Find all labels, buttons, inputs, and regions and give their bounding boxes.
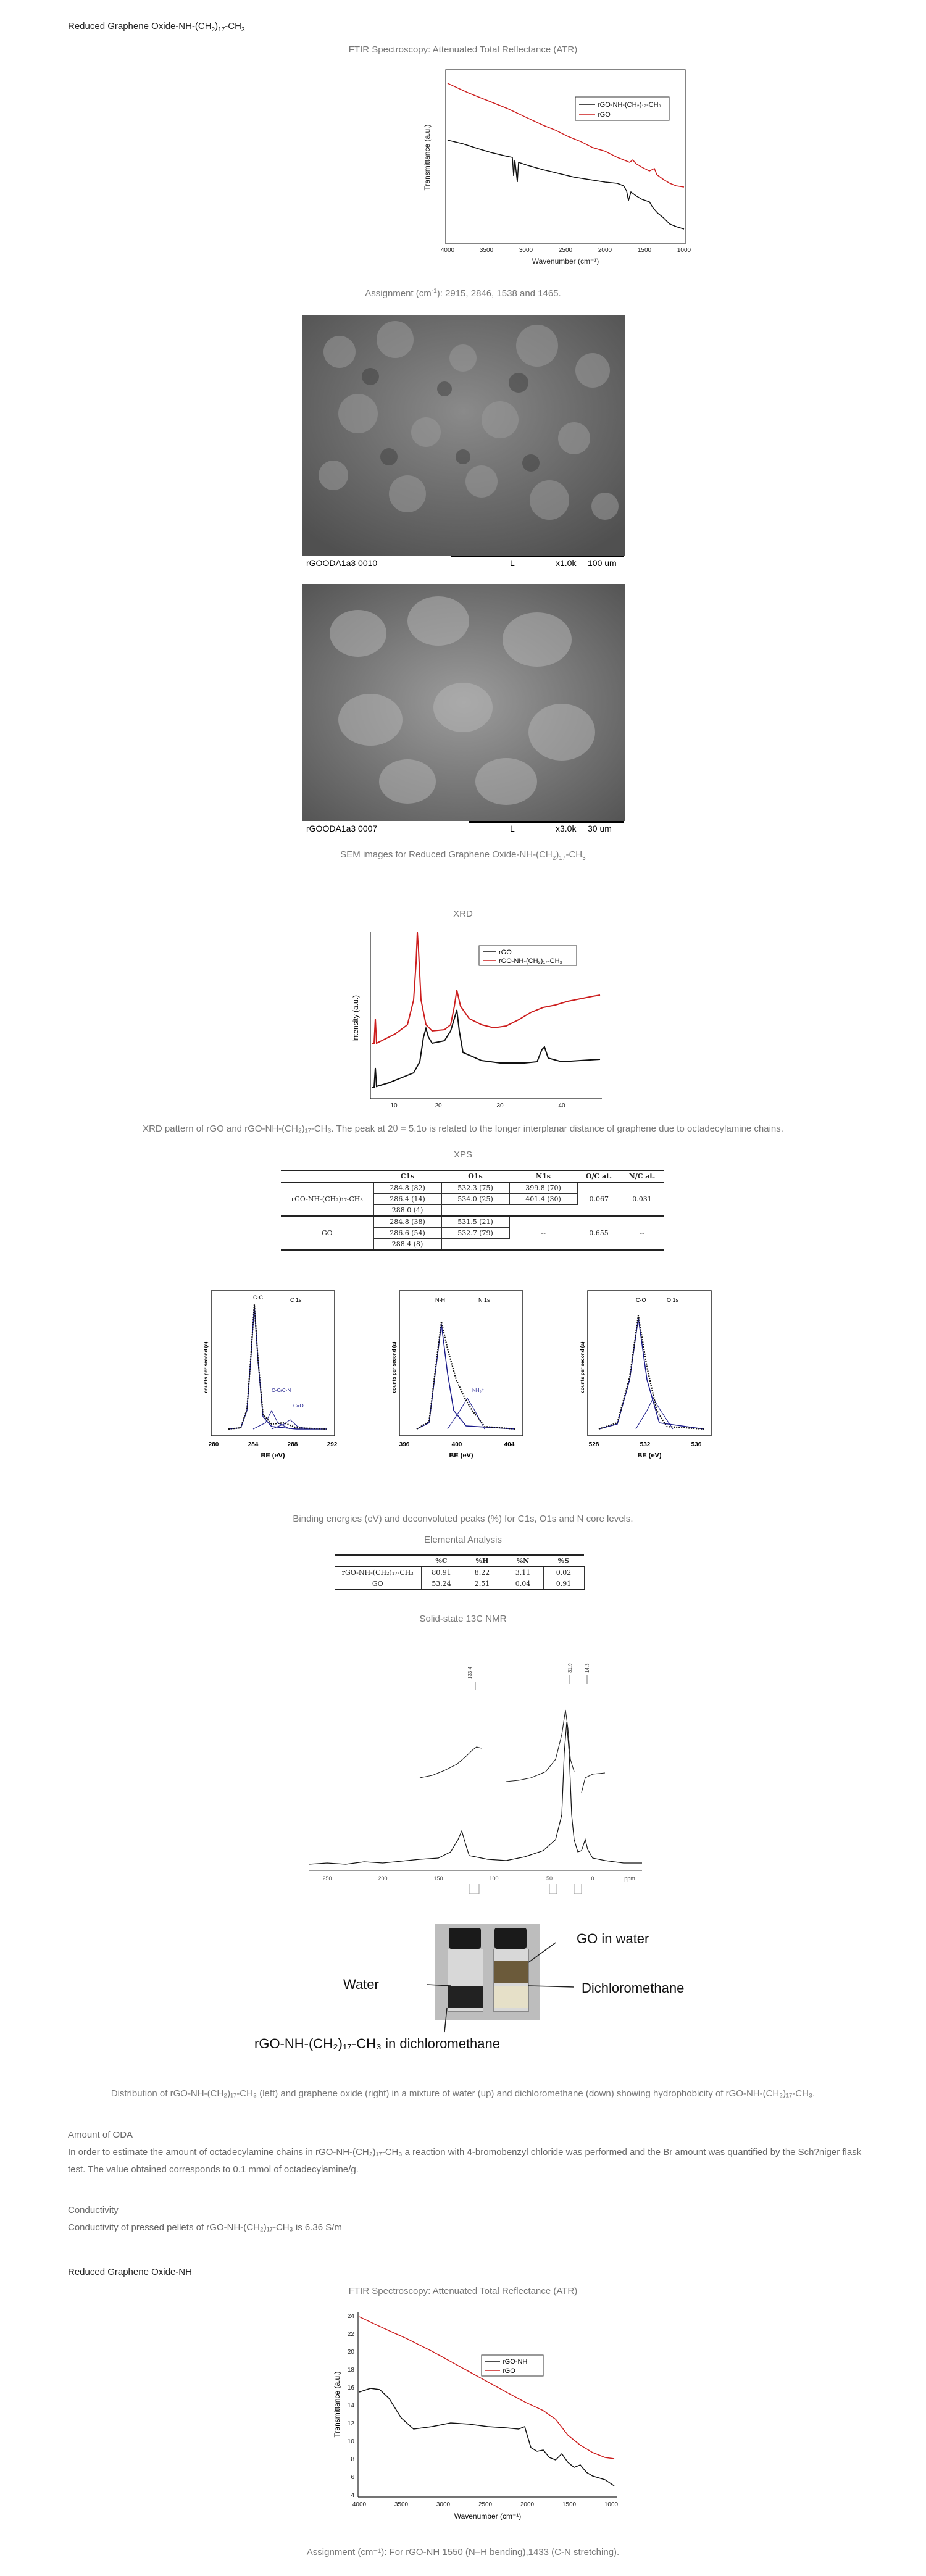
ftir2-ytick: 8: [351, 2456, 354, 2463]
sem2-scale: 30 um: [588, 823, 612, 833]
page-title: Reduced Graphene Oxide-$NH-(CH_2)_{17}-CH_3$: [68, 21, 245, 33]
conductivity-text: Conductivity of pressed pellets of rGO-NH-(CH₂)₁₇-CH₃ is 6.36 S/m: [68, 2222, 342, 2233]
xps-xtick: 280: [208, 1441, 219, 1448]
xps-ylabel: counts per second (a): [580, 1341, 585, 1393]
sem-caption: SEM images for Reduced Graphene Oxide-$NH-(CH_2)_{17}-CH_3$: [340, 849, 586, 862]
ftir2-ytick: 18: [347, 2367, 354, 2374]
ea-cell: 0.02: [543, 1567, 584, 1578]
xps-xtick: 396: [399, 1441, 410, 1448]
ftir2-assignment: Assignment (cm⁻¹): For rGO-NH 1550 (N–H bending),1433 (C-N stretching).: [306, 2547, 620, 2557]
ftir1-frame: [446, 70, 685, 244]
ftir1-xlabel: Wavenumber (cm⁻¹): [532, 257, 599, 265]
xps-ylabel: counts per second (a): [203, 1341, 209, 1393]
xps-xtick: 404: [504, 1441, 515, 1448]
xps-cell: 0.067: [589, 1195, 609, 1203]
sem1-label: rGOODA1a3 0010: [306, 558, 378, 568]
xps-cell: 288.0 (4): [373, 1205, 441, 1217]
xps-table: [281, 1170, 664, 1251]
xps-plot-title: C 1s: [290, 1297, 302, 1303]
ftir2-ytick: 22: [347, 2331, 354, 2338]
xps-peak-label: C-C: [253, 1294, 263, 1301]
nmr-peak-label: 31.9: [567, 1663, 573, 1673]
label-water: Water: [343, 1977, 379, 1992]
xrd-xtick: 10: [390, 1103, 398, 1109]
ftir1-ylabel: Transmittance (a.u.): [423, 124, 432, 191]
xps-xtick: 400: [451, 1441, 462, 1448]
ftir2-xtick: 1500: [562, 2501, 577, 2508]
ftir2-ytick: 10: [347, 2438, 354, 2445]
xps-c1s-data: [228, 1304, 327, 1429]
ftir1-xtick: 3000: [519, 247, 533, 254]
xps-peak-label: NH₃⁺: [472, 1388, 485, 1393]
xps-caption: Binding energies (eV) and deconvoluted peaks (%) for C1s, O1s and N core levels.: [293, 1514, 633, 1524]
xps-sample: rGO-NH-(CH₂)₁₇-CH₃: [291, 1195, 363, 1203]
ftir2-xtick: 4000: [352, 2501, 367, 2508]
ftir2-rgo-line: [359, 2317, 614, 2459]
ftir2-ytick: 24: [347, 2313, 354, 2320]
sem1-scale: 100 um: [588, 558, 617, 568]
nmr-expanded-trace: [420, 1747, 482, 1778]
xps-plot-title: O 1s: [667, 1297, 679, 1303]
ea-cell: 8.22: [462, 1567, 503, 1578]
xps-peak-label: C-O: [636, 1297, 646, 1303]
ftir1-rgo-nh-line: [448, 140, 684, 229]
ftir1-legend: [575, 97, 669, 120]
ftir1-assignment: Assignment $(cm^{-1})$: 2915, 2846, 1538 and 1465.: [365, 288, 561, 299]
xps-cell: 288.4 (8): [373, 1239, 441, 1251]
ftir2-ytick: 12: [347, 2420, 354, 2427]
section2-title: Reduced Graphene Oxide-NH: [68, 2267, 192, 2277]
xps-cell: 286.6 (54): [373, 1228, 441, 1239]
xps-xlabel: BE (eV): [449, 1452, 473, 1459]
ea-header: %H: [462, 1555, 503, 1567]
ftir2-ylabel: Transmittance (a.u.): [333, 2371, 341, 2438]
xps-plot-title: N 1s: [478, 1297, 490, 1303]
xps-xtick: 292: [327, 1441, 338, 1448]
ftir2-xtick: 2000: [520, 2501, 535, 2508]
ftir2-ytick: 4: [351, 2492, 354, 2499]
xps-cell: 534.0 (25): [441, 1194, 509, 1205]
sem1-scale-bar: [451, 556, 624, 557]
xps-plot-c1s: [204, 1287, 346, 1509]
sem1-mag: x1.0k: [556, 558, 577, 568]
xps-header: [281, 1170, 373, 1182]
xps-n1s-fit: [417, 1324, 515, 1429]
ftir2-xtick: 3000: [436, 2501, 451, 2508]
label-rgo-in-dcm: rGO-NH-(CH₂)₁₇-CH₃ in dichloromethane: [254, 2036, 500, 2051]
ftir2-ytick: 16: [347, 2385, 354, 2391]
xps-o1s-data: [599, 1315, 704, 1429]
xrd-title: XRD: [453, 909, 473, 919]
ftir2-xtick: 3500: [394, 2501, 409, 2508]
xps-xtick: 288: [287, 1441, 298, 1448]
ea-cell: 2.51: [462, 1578, 503, 1590]
xps-peak-label: C=O: [293, 1403, 304, 1409]
ea-cell: 80.91: [421, 1567, 462, 1578]
xps-xtick: 532: [640, 1441, 651, 1448]
sem2-L: L: [510, 823, 515, 833]
nmr-xtick: 50: [546, 1875, 553, 1882]
nmr-xtick: 150: [433, 1875, 443, 1882]
oda-heading: Amount of ODA: [68, 2130, 133, 2140]
ftir2-ytick: 14: [347, 2403, 354, 2409]
conductivity-section: [68, 2202, 870, 2236]
xrd-xtick: 40: [558, 1103, 565, 1109]
sem-image-2: [302, 584, 625, 833]
nmr-xtick: 0: [591, 1875, 594, 1882]
xps-xtick: 284: [248, 1441, 259, 1448]
xps-cell: --: [509, 1216, 577, 1250]
oda-text: In order to estimate the amount of octadecylamine chains in rGO-NH-(CH₂)₁₇-CH₃ a reaction with 4-bromobenzyl chloride was performed and the Br amount was quantified by the Sch?niger flask test. The value obtained corresponds to 0.1 mmol of octadecylamine/g.: [68, 2147, 862, 2175]
ea-header: [335, 1555, 421, 1567]
ftir2-rgo-nh-line: [359, 2388, 614, 2486]
xps-header: O1s: [441, 1170, 509, 1182]
ea-cell: 0.04: [503, 1578, 543, 1590]
xps-cell: 532.3 (75): [441, 1182, 509, 1194]
ftir2-ytick: 20: [347, 2349, 354, 2356]
ftir2-legend-item-1: rGO: [503, 2367, 515, 2375]
ftir1-xtick: 1500: [637, 247, 652, 254]
ftir1-xtick: 4000: [440, 247, 455, 254]
ftir2-title: FTIR Spectroscopy: Attenuated Total Reflectance (ATR): [348, 2286, 578, 2296]
sem2-scale-bar: [469, 821, 624, 823]
nmr-xtick: 200: [378, 1875, 388, 1882]
xps-cell: 0.655: [577, 1216, 620, 1250]
ea-header: %N: [503, 1555, 543, 1567]
sem1-L: L: [510, 558, 515, 568]
xps-peak-label: C-O/C-N: [272, 1388, 291, 1393]
xps-header: N1s: [509, 1170, 577, 1182]
distribution-caption: Distribution of rGO-NH-(CH₂)₁₇-CH₃ (left) and graphene oxide (right) in a mixture of water (up) and dichloromethane (down) showing hydrophobicity of rGO-NH-(CH₂)₁₇-CH₃.: [111, 2088, 815, 2099]
xps-xtick: 528: [588, 1441, 599, 1448]
nmr-chart: [302, 1654, 648, 1914]
label-dichloromethane: Dichloromethane: [582, 1980, 685, 1996]
xps-cell: 284.8 (82): [373, 1182, 441, 1194]
sem2-mag: x3.0k: [556, 823, 577, 833]
ftir2-xtick: 1000: [604, 2501, 619, 2508]
nmr-peak-label: 133.4: [467, 1666, 473, 1679]
xps-c1s-fit: [228, 1306, 327, 1429]
xps-header: N/C at.: [620, 1170, 664, 1182]
xps-title: XPS: [453, 1149, 472, 1160]
xps-cell: 0.031: [632, 1195, 652, 1203]
ftir1-xtick: 2000: [598, 247, 612, 254]
xps-sample: GO: [281, 1216, 373, 1250]
xps-xtick: 536: [691, 1441, 702, 1448]
xps-plot-o1s: [580, 1287, 722, 1509]
xps-cell: 532.7 (79): [441, 1228, 509, 1239]
xps-header: O/C at.: [577, 1170, 620, 1182]
xrd-xtick: 20: [435, 1103, 442, 1109]
xrd-ylabel: Intensity (a.u.): [351, 994, 360, 1043]
ftir-title: FTIR Spectroscopy: Attenuated Total Reflectance (ATR): [348, 44, 578, 55]
ftir2-ytick: 6: [351, 2474, 354, 2481]
xrd-rgo-line: [372, 1010, 600, 1088]
label-go-in-water: GO in water: [577, 1931, 649, 1946]
xps-xlabel: BE (eV): [261, 1452, 285, 1459]
ftir2-xlabel: Wavenumber (cm⁻¹): [454, 2512, 522, 2520]
xps-peak-label: N-H: [435, 1297, 445, 1303]
vials-arrows: [370, 1924, 593, 2048]
ftir1-xtick: 1000: [677, 247, 691, 254]
xps-ylabel: counts per second (a): [391, 1341, 397, 1393]
xps-n1s-comp: [448, 1398, 485, 1429]
xrd-legend-item-0: rGO: [499, 949, 512, 956]
xps-cell: 401.4 (30): [509, 1194, 577, 1205]
ea-title: Elemental Analysis: [424, 1535, 502, 1545]
xps-o1s-fit: [599, 1318, 704, 1429]
xps-header: C1s: [373, 1170, 441, 1182]
xps-plot-n1s: [392, 1287, 534, 1509]
xps-cell: 286.4 (14): [373, 1194, 441, 1205]
xrd-xtick: 30: [496, 1103, 504, 1109]
ftir2-legend-item-0: rGO-NH: [503, 2358, 528, 2366]
xps-cell: --: [620, 1216, 664, 1250]
nmr-xtick: ppm: [624, 1875, 635, 1882]
nmr-xtick: 250: [322, 1875, 332, 1882]
xrd-caption: XRD pattern of rGO and rGO-NH-(CH₂)₁₇-CH₃. The peak at 2θ = 5.1o is related to the longer interplanar distance of graphene due to octadecylamine chains.: [143, 1123, 783, 1134]
ea-cell: 0.91: [543, 1578, 584, 1590]
xps-cell: 531.5 (21): [441, 1216, 509, 1228]
xrd-chart: [346, 926, 605, 1111]
ftir1-legend-item-0: rGO-NH-(CH₂)₁₇-CH₃: [598, 101, 661, 109]
conductivity-heading: Conductivity: [68, 2205, 119, 2215]
ftir-chart-1: [420, 65, 691, 269]
ftir1-legend-item-1: rGO: [598, 111, 611, 119]
nmr-title: Solid-state 13C NMR: [419, 1614, 507, 1624]
nmr-expanded-trace: [582, 1773, 605, 1793]
oda-section: [68, 2127, 870, 2178]
ftir-chart-2: [333, 2306, 624, 2534]
sem2-label: rGOODA1a3 0007: [306, 823, 378, 833]
ea-cell: GO: [372, 1579, 383, 1588]
sem-image-1: [302, 315, 625, 568]
xrd-legend-item-1: rGO-NH-(CH₂)₁₇-CH₃: [499, 957, 562, 965]
xps-n1s-data: [417, 1322, 515, 1429]
nmr-expanded-trace: [506, 1710, 574, 1782]
nmr-main-trace: [309, 1722, 642, 1864]
ftir2-xtick: 2500: [478, 2501, 493, 2508]
ea-header: %S: [543, 1555, 584, 1567]
xps-xlabel: BE (eV): [637, 1452, 662, 1459]
nmr-peak-label: 14.3: [585, 1663, 590, 1673]
ea-cell: 3.11: [503, 1567, 543, 1578]
nmr-xtick: 100: [489, 1875, 499, 1882]
ea-table: [335, 1554, 585, 1590]
ftir1-xtick: 2500: [558, 247, 573, 254]
ea-cell: rGO-NH-(CH₂)₁₇-CH₃: [341, 1569, 414, 1577]
xps-cell: 284.8 (38): [373, 1216, 441, 1228]
xps-cell: 399.8 (70): [509, 1182, 577, 1194]
ea-header: %C: [421, 1555, 462, 1567]
ea-cell: 53.24: [421, 1578, 462, 1590]
ftir1-xtick: 3500: [479, 247, 494, 254]
